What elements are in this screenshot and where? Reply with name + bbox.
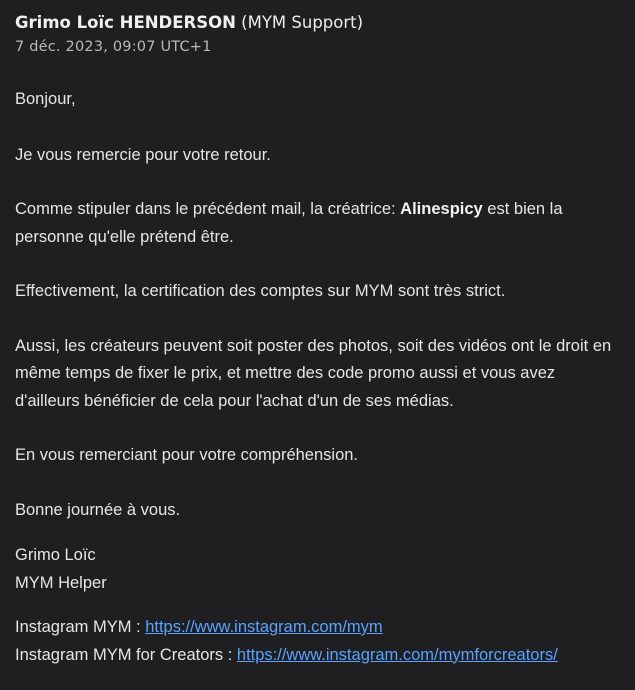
creators-paragraph: Aussi, les créateurs peuvent soit poster des photos, soit des vidéos ont le droit en même temps de fixer le prix, et mettre des code promo aussi et vous avez d'ailleurs bénéficier de cela pour l'achat d'un de ses médias. [15,336,612,410]
message-body [15,86,620,669]
instagram-mym-link[interactable]: https://www.instagram.com/mym [145,618,383,636]
instagram-mym-line [15,614,620,642]
confirmation-text-end: est bien la personne qu'elle prétend être. [15,200,563,246]
certification-paragraph: Effectivement, la certification des comptes sur MYM sont très strict. [15,282,506,300]
greeting-paragraph: Bonjour, [15,90,76,108]
social-links [15,614,620,669]
message-header [15,11,620,57]
sender-name[interactable]: Grimo Loïc HENDERSON [15,13,236,32]
signature-name: Grimo Loïc [15,546,96,564]
creator-name: Alinespicy [400,200,483,218]
signature-role: MYM Helper [15,573,107,592]
message-timestamp: 7 déc. 2023, 09:07 UTC+1 [15,39,212,55]
closing-paragraph: En vous remerciant pour votre compréhension. [15,446,359,464]
instagram-creators-line [15,642,620,670]
sender-organization: (MYM Support) [241,13,364,32]
confirmation-paragraph [15,196,620,251]
instagram-creators-label: Instagram MYM for Creators : [15,645,237,664]
signature [15,542,620,597]
confirmation-text-start: Comme stipuler dans le précédent mail, la créatrice: [15,200,401,218]
sender-line [15,11,620,35]
instagram-mym-label: Instagram MYM : [15,618,146,636]
good-day-paragraph: Bonne journée à vous. [15,500,181,519]
thanks-paragraph: Je vous remercie pour votre retour. [15,145,271,164]
instagram-creators-link[interactable]: https://www.instagram.com/mymforcreators/ [236,645,558,664]
